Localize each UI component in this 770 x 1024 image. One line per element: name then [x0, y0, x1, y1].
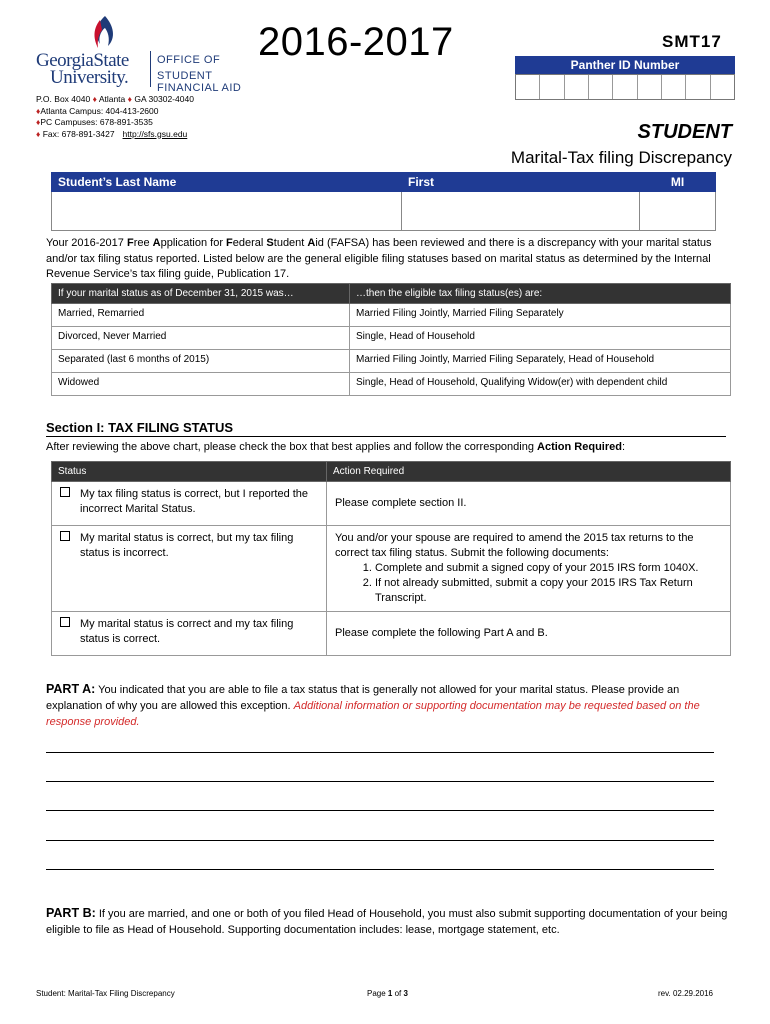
response-line[interactable] [46, 869, 714, 870]
contact-pc-phone: PC Campuses: 678-891-3535 [40, 117, 153, 127]
office-line2: STUDENT FINANCIAL AID [157, 70, 242, 94]
panther-id-digit[interactable] [540, 75, 564, 99]
bullet-icon: ♦ [36, 105, 41, 116]
step-transcript: 2. If not already submitted, submit a copy your 2015 IRS Tax Return Transcript. [375, 576, 722, 606]
table-row [52, 526, 731, 612]
part-a-note: Additional information or supporting documentation may be requested based on the response provided. [46, 700, 700, 728]
action-1: Please complete section II. [327, 482, 731, 526]
table-row [52, 327, 731, 350]
panther-id-digit[interactable] [638, 75, 662, 99]
response-line[interactable] [46, 781, 714, 782]
chart-col-eligible-status: …then the eligible tax filing status(es) are: [350, 284, 731, 304]
office-line1: OFFICE OF [157, 54, 221, 66]
panther-id-input[interactable] [515, 74, 735, 100]
mi-field[interactable] [640, 192, 716, 231]
panther-id-digit[interactable] [516, 75, 540, 99]
option-3-label: My marital status is correct and my tax filing status is correct. [80, 618, 294, 645]
part-b-label: PART B: [46, 906, 96, 920]
contact-po-box: P.O. Box 4040 [36, 94, 91, 104]
eligible-status-cell: Married Filing Jointly, Married Filing Separately, Head of Household [350, 350, 731, 373]
response-line[interactable] [46, 752, 714, 753]
flame-logo-icon [88, 14, 122, 54]
logo-divider [150, 51, 151, 87]
step-1040x: 1. Complete and submit a signed copy of your 2015 IRS form 1040X. [375, 561, 722, 576]
table-row [52, 482, 731, 526]
section-1-title: Section I: TAX FILING STATUS [46, 420, 726, 437]
action-2: You and/or your spouse are required to amend the 2015 tax returns to the correct tax filing status. Submit the following documents: [335, 532, 694, 559]
option-1-label: My tax filing status is correct, but I reported the incorrect Marital Status. [80, 488, 309, 515]
marital-status-cell: Widowed [52, 373, 350, 396]
audience-label: STUDENT [637, 121, 732, 143]
panther-id-digit[interactable] [613, 75, 637, 99]
website-link[interactable]: http://sfs.gsu.edu [122, 128, 188, 139]
response-line[interactable] [46, 810, 714, 811]
part-b [46, 905, 728, 938]
mi-header: MI [640, 173, 716, 192]
option-1-checkbox[interactable] [60, 487, 70, 497]
panther-id-digit[interactable] [686, 75, 710, 99]
option-3-checkbox[interactable] [60, 617, 70, 627]
panther-id-digit[interactable] [711, 75, 734, 99]
first-name-header: First [402, 173, 640, 192]
panther-id-digit[interactable] [565, 75, 589, 99]
bullet-icon: ♦ [127, 94, 132, 104]
table-row [52, 304, 731, 327]
section-1-intro: After reviewing the above chart, please check the box that best applies and follow the corresponding Action Required: [46, 441, 626, 453]
eligible-status-cell: Single, Head of Household, Qualifying Widow(er) with dependent child [350, 373, 731, 396]
last-name-header: Student’s Last Name [52, 173, 402, 192]
col-action-required: Action Required [327, 462, 731, 482]
panther-id-digit[interactable] [589, 75, 613, 99]
first-name-field[interactable] [402, 192, 640, 231]
contact-fax: Fax: 678-891-3427 [42, 128, 115, 139]
bullet-icon: ♦ [92, 94, 97, 104]
footer-page-number: Page 1 of 3 [367, 989, 408, 998]
response-line[interactable] [46, 840, 714, 841]
marital-status-cell: Married, Remarried [52, 304, 350, 327]
footer-form-name: Student: Marital-Tax Filing Discrepancy [36, 989, 175, 998]
contact-zip: GA 30302-4040 [134, 94, 194, 104]
bullet-icon: ♦ [36, 117, 41, 127]
marital-status-cell: Separated (last 6 months of 2015) [52, 350, 350, 373]
panther-id-label: Panther ID Number [515, 56, 735, 74]
award-year: 2016-2017 [258, 20, 454, 64]
student-name-table [51, 172, 716, 231]
eligible-status-cell: Single, Head of Household [350, 327, 731, 350]
bullet-icon: ♦ [36, 128, 41, 139]
option-2-label: My marital status is correct, but my tax filing status is incorrect. [80, 532, 294, 559]
part-a-text: You indicated that you are able to file a tax status that is generally not allowed for your marital status. Please provide an explanation of why you are allowed this exception. [46, 684, 680, 712]
eligible-status-cell: Married Filing Jointly, Married Filing Separately [350, 304, 731, 327]
action-3: Please complete the following Part A and B. [327, 612, 731, 656]
logo-text-university: University. [50, 67, 129, 88]
table-row [52, 373, 731, 396]
logo-text-georgia-state: GeorgiaState [36, 50, 129, 71]
form-code: SMT17 [662, 32, 722, 51]
option-2-checkbox[interactable] [60, 531, 70, 541]
part-a-label: PART A: [46, 682, 96, 696]
contact-atlanta-phone: Atlanta Campus: 404-413-2600 [40, 105, 159, 116]
form-title: Marital-Tax filing Discrepancy [510, 148, 732, 167]
marital-status-chart [51, 283, 731, 396]
footer-revision: rev. 02.29.2016 [658, 989, 714, 998]
action-2-steps [335, 561, 722, 606]
contact-info [36, 94, 194, 140]
table-row [52, 350, 731, 373]
contact-city: Atlanta [98, 94, 126, 104]
table-row [52, 612, 731, 656]
marital-status-cell: Divorced, Never Married [52, 327, 350, 350]
col-status: Status [52, 462, 327, 482]
tax-filing-status-table [51, 461, 731, 656]
gsu-logo [32, 14, 262, 94]
panther-id-digit[interactable] [662, 75, 686, 99]
intro-paragraph: Your 2016-2017 Free Application for Federal Student Aid (FAFSA) has been reviewed and there is a discrepancy with your marital status and/or tax filing status reported. Listed below are the general eligible filing statuses based on marital status as determined by the Internal Revenue Service’s tax filing guide, Publication 17. [46, 237, 712, 280]
part-a [46, 681, 728, 730]
part-b-text: If you are married, and one or both of you filed Head of Household, you must also submit supporting documentation of your being eligible to file as Head of Household. Supporting documentation includes: lease, mortgage statement, etc. [46, 908, 728, 936]
last-name-field[interactable] [52, 192, 402, 231]
chart-col-marital-status: If your marital status as of December 31, 2015 was… [52, 284, 350, 304]
